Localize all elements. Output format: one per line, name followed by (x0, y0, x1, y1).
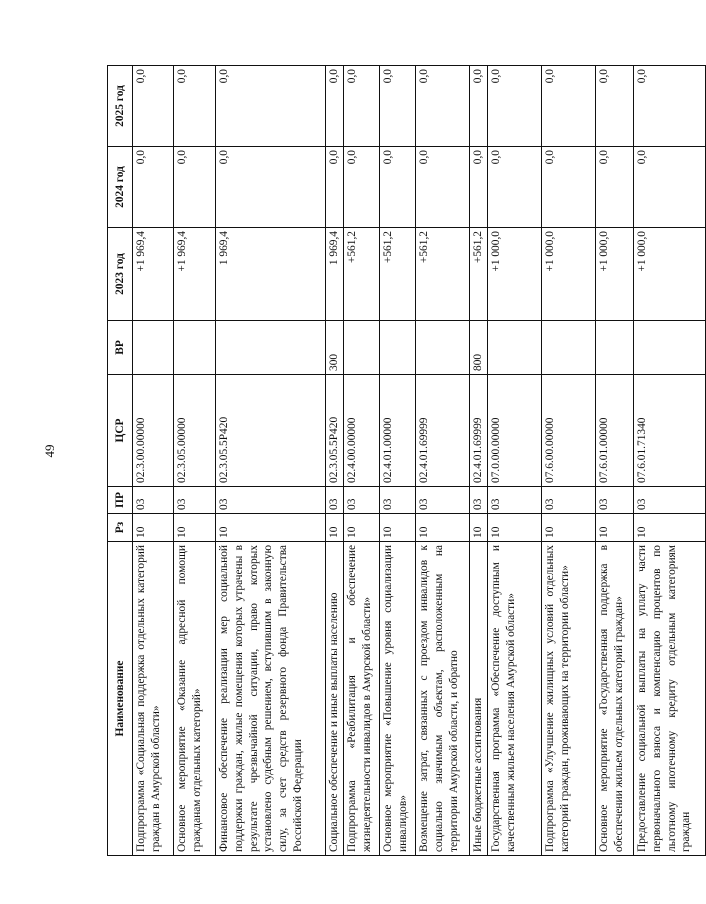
header-2024: 2024 год (108, 147, 133, 228)
row-rz: 10 (634, 514, 706, 542)
row-name: Подпрограмма «Социальная поддержка отдельных категорий граждан в Амурской области» (133, 542, 174, 856)
row-2023: +1 969,4 (174, 228, 216, 321)
row-csr: 07.0.00.00000 (488, 375, 542, 487)
row-2024: 0,0 (634, 147, 706, 228)
row-2025: 0,0 (634, 66, 706, 147)
row-name: Основное мероприятие «Повышение уровня социализации инвалидов» (380, 542, 416, 856)
rotated-table-container (107, 66, 693, 856)
row-2025: 0,0 (216, 66, 326, 147)
row-name: Финансовое обеспечение реализации мер социальной поддержки граждан, жилые помещения которых утрачены в результате чрезвычайной ситуации, право которых установлено судебным решением, вступившим в законную силу, за счет средств резервного фонда Правительства Российской Федерации (216, 542, 326, 856)
budget-table (107, 65, 706, 856)
row-2025: 0,0 (596, 66, 634, 147)
row-2025: 0,0 (380, 66, 416, 147)
row-2025: 0,0 (470, 66, 488, 147)
row-vr (380, 321, 416, 375)
row-vr: 800 (470, 321, 488, 375)
row-csr: 02.4.01.69999 (416, 375, 470, 487)
table-header-row (108, 66, 133, 856)
row-2023: +561,2 (416, 228, 470, 321)
row-pr: 03 (634, 487, 706, 514)
row-2024: 0,0 (488, 147, 542, 228)
row-2024: 0,0 (542, 147, 596, 228)
row-2023: +1 000,0 (596, 228, 634, 321)
header-rz: Рз (108, 514, 133, 542)
row-vr (216, 321, 326, 375)
row-2025: 0,0 (344, 66, 380, 147)
row-vr (416, 321, 470, 375)
row-rz: 10 (488, 514, 542, 542)
row-2023: +561,2 (470, 228, 488, 321)
row-name: Подпрограмма «Улучшение жилищных условий отдельных категорий граждан, проживающих на территории области» (542, 542, 596, 856)
row-pr: 03 (174, 487, 216, 514)
row-csr: 07.6.00.00000 (542, 375, 596, 487)
table-row (488, 66, 542, 856)
page-number: 49 (42, 444, 57, 458)
header-csr: ЦСР (108, 375, 133, 487)
row-pr: 03 (133, 487, 174, 514)
header-pr: ПР (108, 487, 133, 514)
table-row (216, 66, 326, 856)
row-2024: 0,0 (326, 147, 344, 228)
row-name: Социальное обеспечение и иные выплаты населению (326, 542, 344, 856)
row-rz: 10 (542, 514, 596, 542)
table-row (416, 66, 470, 856)
row-name: Предоставление социальной выплаты на уплату части первоначального взноса и компенсацию процентов по льготному ипотечному кредиту отдельным категориям граждан (634, 542, 706, 856)
row-vr (133, 321, 174, 375)
table-row (174, 66, 216, 856)
row-2024: 0,0 (216, 147, 326, 228)
row-vr (488, 321, 542, 375)
header-vr: ВР (108, 321, 133, 375)
row-csr: 02.4.00.00000 (344, 375, 380, 487)
row-csr: 02.3.00.00000 (133, 375, 174, 487)
row-vr: 300 (326, 321, 344, 375)
row-2023: +1 969,4 (133, 228, 174, 321)
row-2025: 0,0 (174, 66, 216, 147)
row-pr: 03 (326, 487, 344, 514)
row-2024: 0,0 (174, 147, 216, 228)
row-name: Иные бюджетные ассигнования (470, 542, 488, 856)
row-rz: 10 (470, 514, 488, 542)
row-rz: 10 (174, 514, 216, 542)
table-row (470, 66, 488, 856)
row-2024: 0,0 (416, 147, 470, 228)
row-2025: 0,0 (416, 66, 470, 147)
row-2024: 0,0 (344, 147, 380, 228)
row-csr: 02.4.01.00000 (380, 375, 416, 487)
row-2024: 0,0 (380, 147, 416, 228)
row-name: Подпрограмма «Реабилитация и обеспечение жизнедеятельности инвалидов в Амурской области» (344, 542, 380, 856)
row-pr: 03 (416, 487, 470, 514)
row-rz: 10 (596, 514, 634, 542)
row-pr: 03 (542, 487, 596, 514)
row-2024: 0,0 (470, 147, 488, 228)
row-rz: 10 (416, 514, 470, 542)
row-2024: 0,0 (133, 147, 174, 228)
table-row (344, 66, 380, 856)
table-row (133, 66, 174, 856)
row-2025: 0,0 (488, 66, 542, 147)
row-csr: 07.6.01.00000 (596, 375, 634, 487)
row-name: Государственная программа «Обеспечение доступным и качественным жильем населения Амурской области» (488, 542, 542, 856)
row-vr (542, 321, 596, 375)
row-vr (174, 321, 216, 375)
table-row (326, 66, 344, 856)
row-2025: 0,0 (326, 66, 344, 147)
header-name: Наименование (108, 542, 133, 856)
row-name: Возмещение затрат, связанных с проездом инвалидов к социально значимым объектам, расположенным на территории Амурской области, и обратно (416, 542, 470, 856)
row-pr: 03 (596, 487, 634, 514)
row-csr: 02.4.01.69999 (470, 375, 488, 487)
row-vr (596, 321, 634, 375)
row-2023: 1 969,4 (216, 228, 326, 321)
row-rz: 10 (326, 514, 344, 542)
header-2023: 2023 год (108, 228, 133, 321)
table-row (596, 66, 634, 856)
row-pr: 03 (470, 487, 488, 514)
row-2025: 0,0 (542, 66, 596, 147)
row-2023: +1 000,0 (634, 228, 706, 321)
row-2023: +1 000,0 (542, 228, 596, 321)
row-2024: 0,0 (596, 147, 634, 228)
row-rz: 10 (133, 514, 174, 542)
row-2023: +561,2 (380, 228, 416, 321)
row-name: Основное мероприятие «Государственная поддержка в обеспечении жильем отдельных категорий граждан» (596, 542, 634, 856)
table-row (634, 66, 706, 856)
row-2023: +561,2 (344, 228, 380, 321)
table-row (380, 66, 416, 856)
row-2025: 0,0 (133, 66, 174, 147)
row-pr: 03 (216, 487, 326, 514)
row-rz: 10 (380, 514, 416, 542)
row-pr: 03 (344, 487, 380, 514)
row-pr: 03 (488, 487, 542, 514)
row-vr (634, 321, 706, 375)
row-csr: 02.3.05.5Р420 (326, 375, 344, 487)
table-row (542, 66, 596, 856)
row-pr: 03 (380, 487, 416, 514)
row-2023: 1 969,4 (326, 228, 344, 321)
row-csr: 07.6.01.71340 (634, 375, 706, 487)
row-2023: +1 000,0 (488, 228, 542, 321)
header-2025: 2025 год (108, 66, 133, 147)
row-vr (344, 321, 380, 375)
row-csr: 02.3.05.00000 (174, 375, 216, 487)
row-rz: 10 (216, 514, 326, 542)
row-csr: 02.3.05.5Р420 (216, 375, 326, 487)
row-name: Основное мероприятие «Оказание адресной помощи гражданам отдельных категорий» (174, 542, 216, 856)
row-rz: 10 (344, 514, 380, 542)
